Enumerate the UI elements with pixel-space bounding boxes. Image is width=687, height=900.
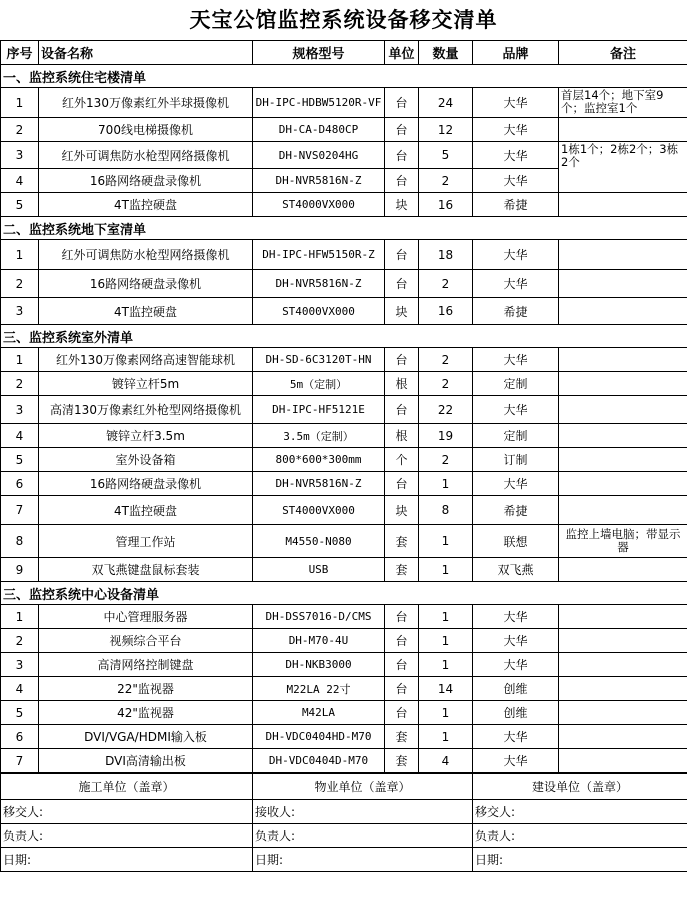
cell-qty: 1 [419,701,473,725]
cell-name: 4T监控硬盘 [39,193,253,217]
cell-note [559,372,687,396]
section-title: 二、监控系统地下室清单 [1,217,687,240]
cell-unit: 个 [385,448,419,472]
cell-name: 4T监控硬盘 [39,496,253,525]
cell-note [559,348,687,372]
table-row [1,448,687,472]
table-row [1,142,687,169]
date-2: 日期: [253,848,473,872]
cell-no: 7 [1,496,39,525]
cell-no: 7 [1,749,39,773]
cell-model: DH-VDC0404HD-M70 [253,725,385,749]
cell-note [559,725,687,749]
cell-unit: 根 [385,424,419,448]
table-row [1,88,687,118]
table-row [1,472,687,496]
cell-no: 2 [1,372,39,396]
cell-unit: 台 [385,629,419,653]
cell-note [559,605,687,629]
cell-no: 3 [1,396,39,424]
cell-note: 首层14个；地下室9个；监控室1个 [559,88,687,118]
cell-model: M42LA [253,701,385,725]
cell-model: 5m（定制） [253,372,385,396]
cell-qty: 2 [419,372,473,396]
cell-qty: 1 [419,725,473,749]
header-name: 设备名称 [39,41,253,65]
cell-no: 5 [1,193,39,217]
section-row [1,325,687,348]
cell-note [559,448,687,472]
equipment-table [0,40,687,773]
cell-unit: 台 [385,118,419,142]
page-title: 天宝公馆监控系统设备移交清单 [189,7,498,32]
cell-qty: 1 [419,472,473,496]
cell-unit: 块 [385,496,419,525]
cell-note [559,118,687,142]
cell-no: 3 [1,298,39,325]
cell-qty: 8 [419,496,473,525]
cell-unit: 台 [385,88,419,118]
cell-name: 室外设备箱 [39,448,253,472]
table-row [1,558,687,582]
cell-brand: 大华 [473,88,559,118]
cell-name: 16路网络硬盘录像机 [39,270,253,298]
table-row [1,653,687,677]
date-3: 日期: [473,848,687,872]
cell-brand: 大华 [473,605,559,629]
table-row [1,372,687,396]
cell-note [559,629,687,653]
cell-note [559,424,687,448]
cell-brand: 创维 [473,677,559,701]
footer-date-row [1,848,687,872]
construction-unit: 施工单位（盖章） [1,774,253,800]
cell-qty: 5 [419,142,473,169]
cell-name: 红外可调焦防水枪型网络摄像机 [39,240,253,270]
cell-model: DH-IPC-HF5121E [253,396,385,424]
cell-brand: 大华 [473,653,559,677]
cell-model: M22LA 22寸 [253,677,385,701]
cell-model: DH-CA-D480CP [253,118,385,142]
cell-brand: 大华 [473,118,559,142]
cell-model: 800*600*300mm [253,448,385,472]
handover-person-1: 移交人: [1,800,253,824]
cell-name: 视频综合平台 [39,629,253,653]
cell-qty: 18 [419,240,473,270]
cell-qty: 1 [419,525,473,558]
cell-model: DH-DSS7016-D/CMS [253,605,385,629]
cell-brand: 大华 [473,749,559,773]
cell-model: ST4000VX000 [253,193,385,217]
cell-note: 监控上墙电脑；带显示器 [559,525,687,558]
footer-units-row [1,774,687,800]
cell-brand: 大华 [473,629,559,653]
cell-no: 3 [1,653,39,677]
cell-name: 16路网络硬盘录像机 [39,472,253,496]
cell-name: 中心管理服务器 [39,605,253,629]
cell-unit: 套 [385,749,419,773]
table-row [1,240,687,270]
cell-name: 4T监控硬盘 [39,298,253,325]
cell-unit: 台 [385,396,419,424]
cell-model: DH-IPC-HFW5150R-Z [253,240,385,270]
cell-unit: 套 [385,525,419,558]
cell-qty: 24 [419,88,473,118]
cell-brand: 希捷 [473,496,559,525]
table-row [1,270,687,298]
cell-note [559,396,687,424]
cell-qty: 2 [419,270,473,298]
section-row [1,65,687,88]
cell-brand: 大华 [473,142,559,169]
cell-no: 1 [1,605,39,629]
cell-note [559,749,687,773]
cell-model: DH-VDC0404D-M70 [253,749,385,773]
cell-brand: 订制 [473,448,559,472]
table-row [1,525,687,558]
cell-name: 红外130万像素网络高速智能球机 [39,348,253,372]
cell-no: 1 [1,240,39,270]
footer-handover-row [1,800,687,824]
table-row [1,725,687,749]
responsible-person-2: 负责人: [253,824,473,848]
cell-model: DH-NKB3000 [253,653,385,677]
header-no: 序号 [1,41,39,65]
cell-unit: 台 [385,472,419,496]
cell-no: 4 [1,169,39,193]
cell-name: DVI/VGA/HDMI输入板 [39,725,253,749]
cell-qty: 16 [419,298,473,325]
date-1: 日期: [1,848,253,872]
cell-name: 700线电梯摄像机 [39,118,253,142]
cell-name: 镀锌立杆3.5m [39,424,253,448]
cell-no: 6 [1,725,39,749]
cell-name: 42"监视器 [39,701,253,725]
cell-brand: 大华 [473,169,559,193]
table-row [1,677,687,701]
cell-unit: 台 [385,348,419,372]
cell-no: 4 [1,424,39,448]
cell-brand: 大华 [473,270,559,298]
header-brand: 品牌 [473,41,559,65]
cell-name: 22"监视器 [39,677,253,701]
property-unit: 物业单位（盖章） [253,774,473,800]
cell-unit: 台 [385,677,419,701]
cell-qty: 2 [419,448,473,472]
section-title: 三、监控系统中心设备清单 [1,582,687,605]
table-row [1,629,687,653]
section-row [1,217,687,240]
header-unit: 单位 [385,41,419,65]
table-row [1,496,687,525]
cell-brand: 双飞燕 [473,558,559,582]
handover-person-3: 移交人: [473,800,687,824]
cell-name: 双飞燕键盘鼠标套装 [39,558,253,582]
cell-brand: 大华 [473,348,559,372]
cell-unit: 台 [385,270,419,298]
section-title: 一、监控系统住宅楼清单 [1,65,687,88]
cell-note [559,496,687,525]
cell-note [559,298,687,325]
cell-name: 高清网络控制键盘 [39,653,253,677]
cell-name: 高清130万像素红外枪型网络摄像机 [39,396,253,424]
header-note: 备注 [559,41,687,65]
cell-note [559,270,687,298]
cell-no: 2 [1,629,39,653]
cell-note [559,677,687,701]
cell-unit: 台 [385,605,419,629]
cell-qty: 19 [419,424,473,448]
cell-note [559,653,687,677]
cell-unit: 台 [385,701,419,725]
cell-model: ST4000VX000 [253,496,385,525]
cell-note [559,701,687,725]
responsible-person-3: 负责人: [473,824,687,848]
cell-name: 管理工作站 [39,525,253,558]
signature-table [0,773,687,872]
section-row [1,582,687,605]
cell-no: 5 [1,701,39,725]
cell-model: DH-IPC-HDBW5120R-VF [253,88,385,118]
cell-no: 2 [1,118,39,142]
receiver-person: 接收人: [253,800,473,824]
table-body [1,41,687,773]
cell-name: 红外130万像素红外半球摄像机 [39,88,253,118]
cell-model: DH-NVS0204HG [253,142,385,169]
cell-no: 5 [1,448,39,472]
cell-no: 1 [1,88,39,118]
cell-qty: 1 [419,629,473,653]
cell-unit: 台 [385,240,419,270]
table-row [1,298,687,325]
cell-brand: 大华 [473,725,559,749]
table-row [1,118,687,142]
table-row [1,424,687,448]
table-row [1,396,687,424]
cell-note: 1栋1个；2栋2个；3栋2个 [559,142,687,193]
cell-brand: 定制 [473,372,559,396]
cell-name: 镀锌立杆5m [39,372,253,396]
header-row [1,41,687,65]
cell-unit: 台 [385,169,419,193]
cell-qty: 14 [419,677,473,701]
cell-qty: 16 [419,193,473,217]
cell-model: DH-M70-4U [253,629,385,653]
table-row [1,701,687,725]
cell-qty: 1 [419,558,473,582]
cell-unit: 块 [385,193,419,217]
developer-unit: 建设单位（盖章） [473,774,687,800]
cell-model: 3.5m（定制） [253,424,385,448]
cell-qty: 22 [419,396,473,424]
cell-name: 红外可调焦防水枪型网络摄像机 [39,142,253,169]
section-title: 三、监控系统室外清单 [1,325,687,348]
table-row [1,348,687,372]
cell-no: 2 [1,270,39,298]
cell-unit: 根 [385,372,419,396]
cell-qty: 12 [419,118,473,142]
table-row [1,193,687,217]
cell-brand: 联想 [473,525,559,558]
cell-brand: 创维 [473,701,559,725]
table-row [1,749,687,773]
cell-model: DH-SD-6C3120T-HN [253,348,385,372]
cell-model: DH-NVR5816N-Z [253,169,385,193]
cell-no: 4 [1,677,39,701]
cell-unit: 套 [385,558,419,582]
cell-note [559,240,687,270]
cell-model: DH-NVR5816N-Z [253,270,385,298]
cell-name: DVI高清输出板 [39,749,253,773]
table-row [1,605,687,629]
cell-qty: 2 [419,348,473,372]
cell-brand: 大华 [473,240,559,270]
cell-model: ST4000VX000 [253,298,385,325]
cell-qty: 1 [419,653,473,677]
cell-brand: 希捷 [473,298,559,325]
cell-model: M4550-N080 [253,525,385,558]
cell-no: 9 [1,558,39,582]
cell-unit: 台 [385,653,419,677]
cell-brand: 定制 [473,424,559,448]
cell-brand: 希捷 [473,193,559,217]
responsible-person-1: 负责人: [1,824,253,848]
footer-responsible-row [1,824,687,848]
cell-note [559,193,687,217]
cell-brand: 大华 [473,396,559,424]
cell-brand: 大华 [473,472,559,496]
header-qty: 数量 [419,41,473,65]
cell-model: USB [253,558,385,582]
cell-unit: 块 [385,298,419,325]
cell-model: DH-NVR5816N-Z [253,472,385,496]
cell-no: 1 [1,348,39,372]
cell-unit: 套 [385,725,419,749]
cell-qty: 4 [419,749,473,773]
cell-qty: 1 [419,605,473,629]
cell-unit: 台 [385,142,419,169]
cell-no: 3 [1,142,39,169]
cell-no: 8 [1,525,39,558]
cell-note [559,558,687,582]
cell-qty: 2 [419,169,473,193]
cell-name: 16路网络硬盘录像机 [39,169,253,193]
header-model: 规格型号 [253,41,385,65]
cell-no: 6 [1,472,39,496]
cell-note [559,472,687,496]
